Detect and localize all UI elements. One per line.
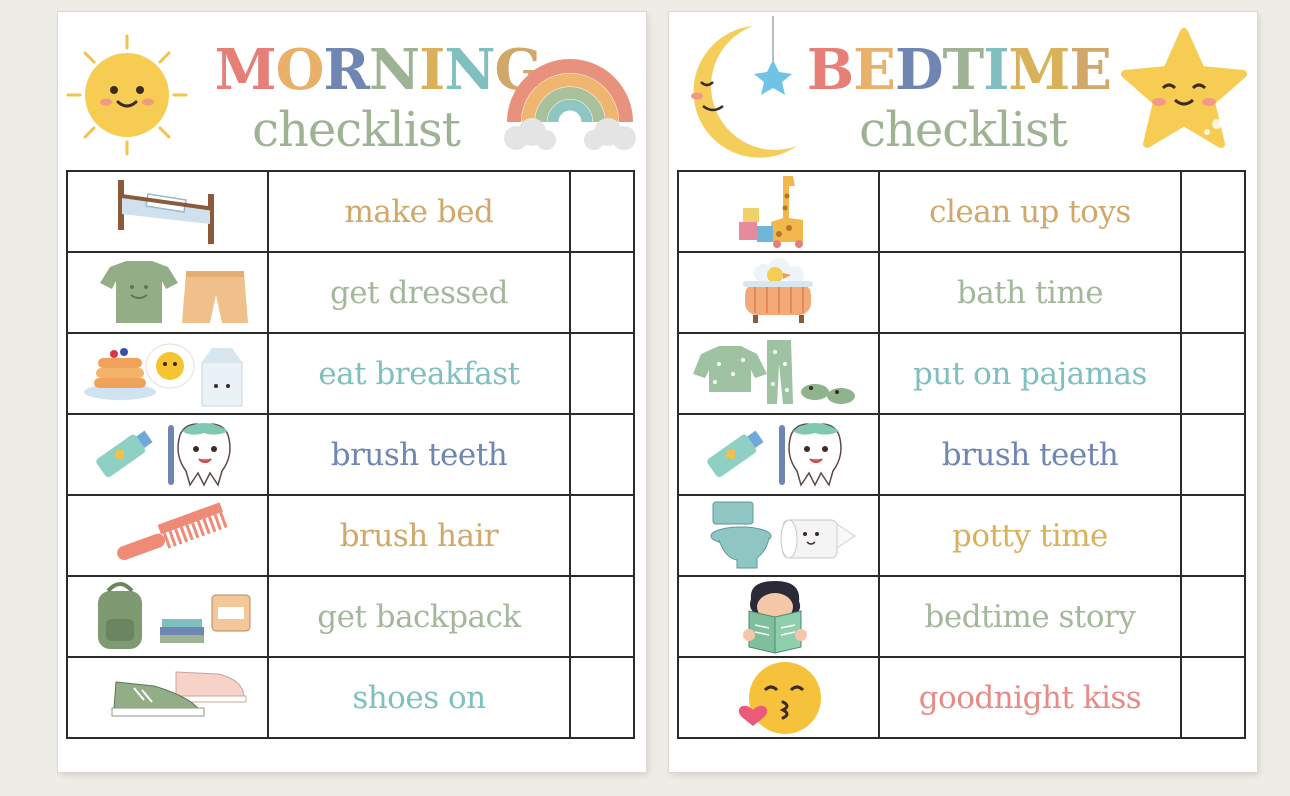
checklist-item-label: make bed	[268, 171, 569, 252]
toothbrush-icon	[67, 414, 268, 495]
bathtub-icon	[678, 252, 879, 333]
table-row	[67, 495, 634, 576]
checklist-item-label: put on pajamas	[879, 333, 1180, 414]
title-letter: R	[323, 37, 369, 103]
reading-icon	[678, 576, 879, 657]
table-row	[67, 414, 634, 495]
checklist-item-label: brush teeth	[268, 414, 569, 495]
title-letter: B	[806, 37, 854, 103]
title-letter: T	[942, 37, 984, 103]
comb-icon	[67, 495, 268, 576]
table-row	[678, 495, 1245, 576]
morning-checklist-table	[66, 170, 635, 739]
checkbox[interactable]	[1181, 171, 1245, 252]
checklist-item-label: potty time	[879, 495, 1180, 576]
shoes-icon	[67, 657, 268, 738]
table-row	[67, 171, 634, 252]
star-face-icon	[1119, 26, 1249, 156]
checklist-item-label: bedtime story	[879, 576, 1180, 657]
cropped-footer-text	[430, 784, 870, 796]
breakfast-icon	[67, 333, 268, 414]
table-row	[678, 252, 1245, 333]
checklist-item-label: get backpack	[268, 576, 569, 657]
checklist-item-label: brush hair	[268, 495, 569, 576]
table-row	[67, 576, 634, 657]
table-row	[67, 333, 634, 414]
bedtime-subtitle: checklist	[859, 102, 1067, 158]
title-letter: I	[983, 37, 1009, 103]
table-row	[678, 333, 1245, 414]
checklist-item-label: eat breakfast	[268, 333, 569, 414]
table-row	[678, 171, 1245, 252]
morning-subtitle: checklist	[252, 102, 460, 158]
checkbox[interactable]	[570, 495, 634, 576]
checkbox[interactable]	[570, 414, 634, 495]
table-row	[678, 576, 1245, 657]
checkbox[interactable]	[570, 576, 634, 657]
morning-heading	[58, 12, 646, 172]
table-row	[678, 657, 1245, 738]
title-letter: E	[853, 37, 895, 103]
kiss-emoji-icon	[678, 657, 879, 738]
bedtime-checklist-table	[677, 170, 1246, 739]
title-letter: I	[419, 37, 445, 103]
pajamas-icon	[678, 333, 879, 414]
bedtime-heading	[669, 12, 1257, 172]
clothes-icon	[67, 252, 268, 333]
backpack-icon	[67, 576, 268, 657]
checklist-item-label: brush teeth	[879, 414, 1180, 495]
rainbow-icon	[502, 40, 638, 154]
checklist-item-label: get dressed	[268, 252, 569, 333]
title-letter: O	[275, 37, 324, 103]
title-letter: M	[214, 37, 276, 103]
toothbrush-icon	[678, 414, 879, 495]
title-letter: D	[894, 37, 943, 103]
checkbox[interactable]	[570, 171, 634, 252]
checkbox[interactable]	[570, 657, 634, 738]
checkbox[interactable]	[1181, 333, 1245, 414]
checkbox[interactable]	[1181, 576, 1245, 657]
checklist-item-label: clean up toys	[879, 171, 1180, 252]
bedtime-checklist-sheet	[669, 12, 1257, 772]
toilet-icon	[678, 495, 879, 576]
checkbox[interactable]	[1181, 657, 1245, 738]
title-letter: N	[368, 37, 420, 103]
table-row	[67, 252, 634, 333]
checklist-item-label: shoes on	[268, 657, 569, 738]
checklist-item-label: goodnight kiss	[879, 657, 1180, 738]
title-letter: G	[494, 37, 542, 103]
table-row	[678, 414, 1245, 495]
checkbox[interactable]	[570, 333, 634, 414]
checkbox[interactable]	[570, 252, 634, 333]
title-letter: N	[444, 37, 495, 103]
giraffe-toy-icon	[678, 171, 879, 252]
bed-icon	[67, 171, 268, 252]
title-letter: M	[1008, 37, 1070, 103]
checkbox[interactable]	[1181, 414, 1245, 495]
morning-checklist-sheet	[58, 12, 646, 772]
checkbox[interactable]	[1181, 495, 1245, 576]
checkbox[interactable]	[1181, 252, 1245, 333]
table-row	[67, 657, 634, 738]
title-letter: E	[1069, 37, 1112, 103]
checklist-item-label: bath time	[879, 252, 1180, 333]
